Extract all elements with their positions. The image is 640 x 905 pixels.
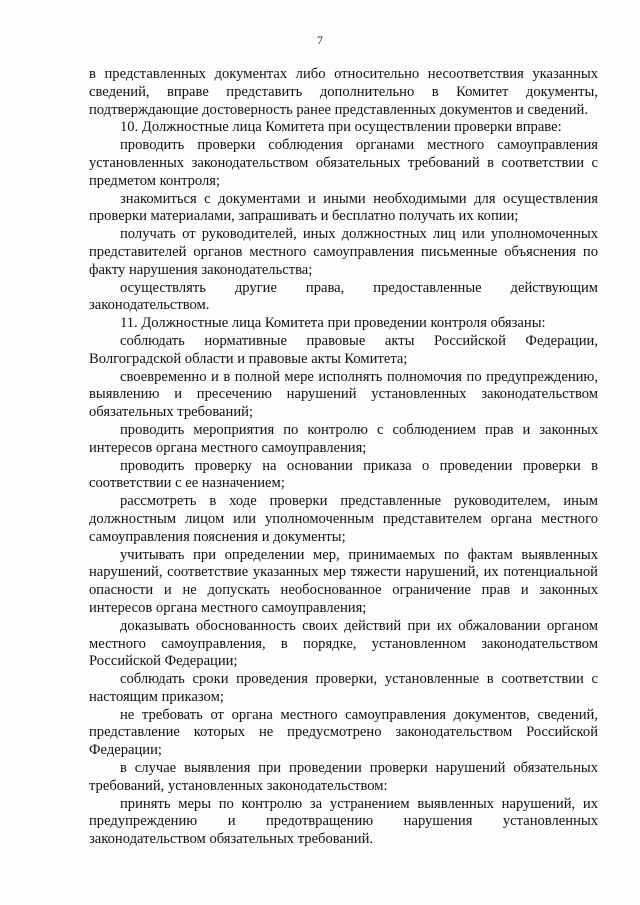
- paragraph-continuation: в представленных документах либо относительно несоответствия указанных сведений, вправе представить дополнительно в Комитет документы, подтверждающие достоверность ранее представленных документов и сведений.: [89, 66, 598, 118]
- paragraph: в случае выявления при проведении проверки нарушений обязательных требований, установленных законодательством:: [89, 760, 598, 794]
- paragraph: проводить проверку на основании приказа о проведении проверки в соответствии с ее назначением;: [89, 457, 598, 492]
- paragraph: соблюдать сроки проведения проверки, установленные в соответствии с настоящим приказом;: [89, 671, 598, 705]
- section-11-heading: 11. Должностные лица Комитета при проведении контроля обязаны:: [120, 315, 546, 332]
- page-number: 7: [317, 33, 323, 47]
- paragraph: рассмотреть в ходе проверки представленные руководителем, иным должностным лицом или уполномоченным представителем органа местного самоуправления пояснения и документы;: [89, 493, 598, 545]
- paragraph: знакомиться с документами и иными необходимыми для осуществления проверки материалами, запрашивать и бесплатно получать их копии;: [89, 190, 598, 225]
- paragraph: своевременно и в полной мере исполнять полномочия по предупреждению, выявлению и пресечению нарушений установленных законодательством обязательных требований;: [89, 368, 598, 421]
- paragraph: не требовать от органа местного самоуправления документов, сведений, представление которых не предусмотрено законодательством Российской Федерации;: [89, 706, 598, 759]
- paragraph: доказывать обоснованность своих действий при их обжаловании органом местного самоуправления, в порядке, установленном законодательством Российской Федерации;: [89, 617, 598, 670]
- paragraph: учитывать при определении мер, принимаемых по фактам выявленных нарушений, соответствие указанных мер тяжести нарушений, их потенциальной опасности и не допускать необоснованное ограничение прав и законных интересов органа местного самоуправления;: [89, 546, 598, 616]
- paragraph: принять меры по контролю за устранением выявленных нарушений, их предупреждению и предотвращению нарушения установленных законодательством обязательных требований.: [89, 795, 598, 848]
- paragraph: соблюдать нормативные правовые акты Российской Федерации, Волгоградской области и правовые акты Комитета;: [89, 332, 598, 367]
- paragraph: получать от руководителей, иных должностных лиц или уполномоченных представителей органов местного самоуправления письменные объяснения по факту нарушения законодательства;: [89, 226, 598, 278]
- section-10-heading: 10. Должностные лица Комитета при осуществлении проверки вправе:: [120, 119, 562, 136]
- paragraph: проводить проверки соблюдения органами местного самоуправления установленных законодательством обязательных требований в соответствии с предметом контроля;: [89, 137, 598, 189]
- paragraph: проводить мероприятия по контролю с соблюдением прав и законных интересов органа местного самоуправления;: [89, 421, 598, 456]
- document-body: [89, 66, 598, 849]
- paragraph: осуществлять другие права, предоставленные действующим законодательством.: [89, 279, 598, 314]
